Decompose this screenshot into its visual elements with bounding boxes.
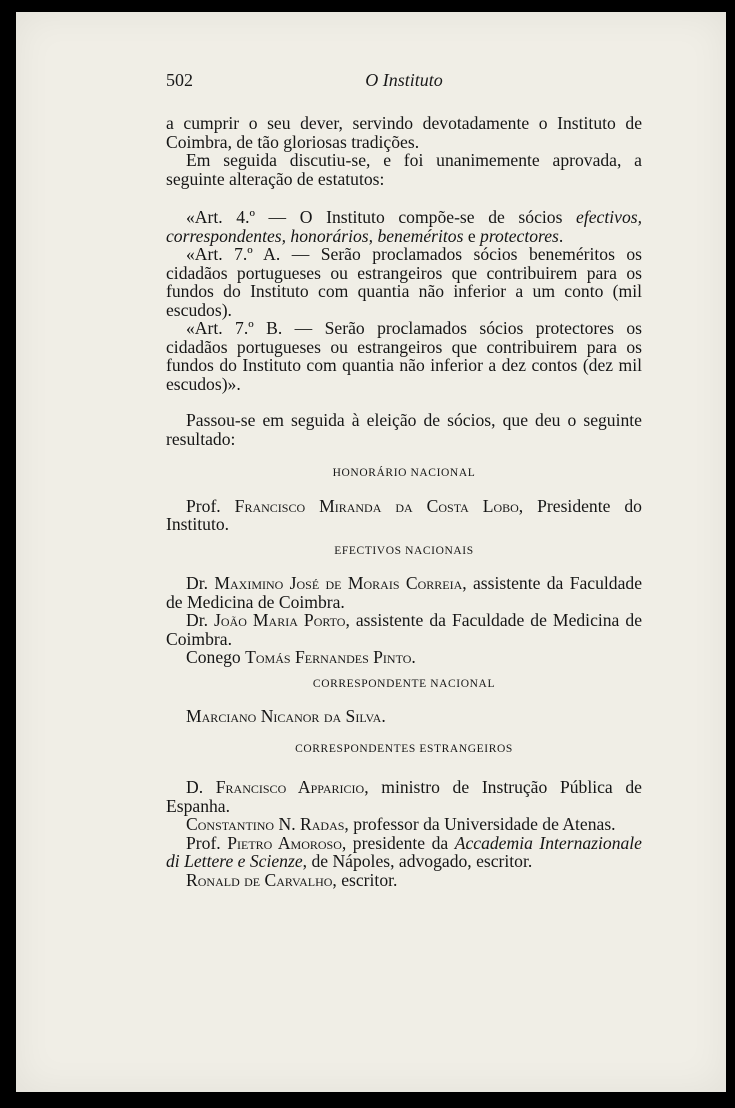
member-name: Pietro Amoroso (227, 832, 342, 853)
member-title: Conego (186, 647, 246, 667)
member-name: Constantino N. Radas (186, 814, 345, 834)
member-title: Prof. (186, 832, 228, 853)
section-heading-honorario: HONORÁRIO NACIONAL (332, 467, 476, 479)
member-entry (166, 834, 642, 871)
member-description: , presidente da (341, 832, 455, 853)
member-name: João Maria Porto (214, 610, 346, 630)
member-name: Francisco Miranda da Costa Lobo (234, 495, 519, 516)
article-4-protectores: protectores (480, 225, 559, 246)
member-name: Francisco Apparicio (215, 777, 365, 797)
member-entry (166, 871, 642, 890)
page-body (166, 114, 642, 889)
member-entry (166, 778, 642, 815)
member-entry (166, 707, 642, 726)
section-heading-estrangeiros: CORRESPONDENTES ESTRANGEIROS (295, 742, 513, 755)
article-4-text: «Art. 4.º — O Instituto compõe-se de sócios (186, 207, 577, 227)
member-entry (166, 574, 642, 611)
member-description: , escritor. (332, 869, 398, 890)
article-4 (166, 208, 642, 245)
member-entry (166, 611, 642, 648)
article-4-and: e (463, 225, 481, 246)
member-description: . (381, 706, 386, 726)
member-name: Ronald de Carvalho (186, 869, 333, 890)
member-description: , ministro de Instrução Pública de Espanha. (166, 777, 642, 816)
page-number: 502 (166, 70, 193, 90)
member-description: , assistente da Faculdade de Medicina de Coimbra. (166, 573, 643, 612)
member-name: Maximino José de Morais Correia (214, 573, 463, 593)
paragraph-election: Passou-se em seguida à eleição de sócios, que deu o seguinte resultado: (166, 410, 642, 449)
academy-name: Accademia Internazionale di Lettere e Scienze (166, 832, 642, 871)
member-entry (166, 815, 642, 834)
paragraph-intro-continuation: a cumprir o seu dever, servindo devotadamente o Instituto de Coimbra, de tão gloriosas tradições. (166, 113, 642, 152)
section-heading-correspondente: CORRESPONDENTE NACIONAL (312, 677, 496, 690)
article-7a: «Art. 7.º A. — Serão proclamados sócios beneméritos os cidadãos portugueses ou estrangeiros que contribuirem para os fundos do Instituto com quantia não inferior a um conto (mil escudos). (166, 244, 642, 320)
member-name: Marciano Nicanor da Silva (186, 706, 382, 726)
member-title: D. (186, 777, 216, 797)
article-4-end: . (558, 225, 564, 246)
member-title: Prof. (186, 495, 235, 516)
article-7b: «Art. 7.º B. — Serão proclamados sócios protectores os cidadãos portugueses ou estrangeiros que contribuirem para os fundos do Instituto com quantia não inferior a dez contos (dez mil escudos)». (166, 318, 642, 394)
member-description: , professor da Universidade de Atenas. (344, 814, 616, 834)
article-4-categories: efectivos, correspondentes, honorários, beneméritos (166, 207, 642, 246)
member-description: , Presidente do Instituto. (166, 495, 642, 534)
paragraph-statutes-intro: Em seguida discutiu-se, e foi unanimemente aprovada, a seguinte alteração de estatutos: (166, 150, 642, 189)
member-entry (166, 497, 642, 534)
member-description-cont: , de Nápoles, advogado, escritor. (302, 851, 533, 871)
running-title: O Instituto (365, 70, 443, 90)
member-description: , assistente da Faculdade de Medicina de Coimbra. (166, 610, 643, 649)
section-heading-efectivos: EFECTIVOS NACIONAIS (334, 544, 474, 557)
member-name: Tomás Fernandes Pinto (245, 647, 412, 667)
page-header (166, 70, 642, 94)
member-entry (166, 648, 642, 667)
member-description: . (411, 647, 416, 667)
member-title: Dr. (186, 610, 215, 630)
member-title: Dr. (186, 573, 215, 593)
